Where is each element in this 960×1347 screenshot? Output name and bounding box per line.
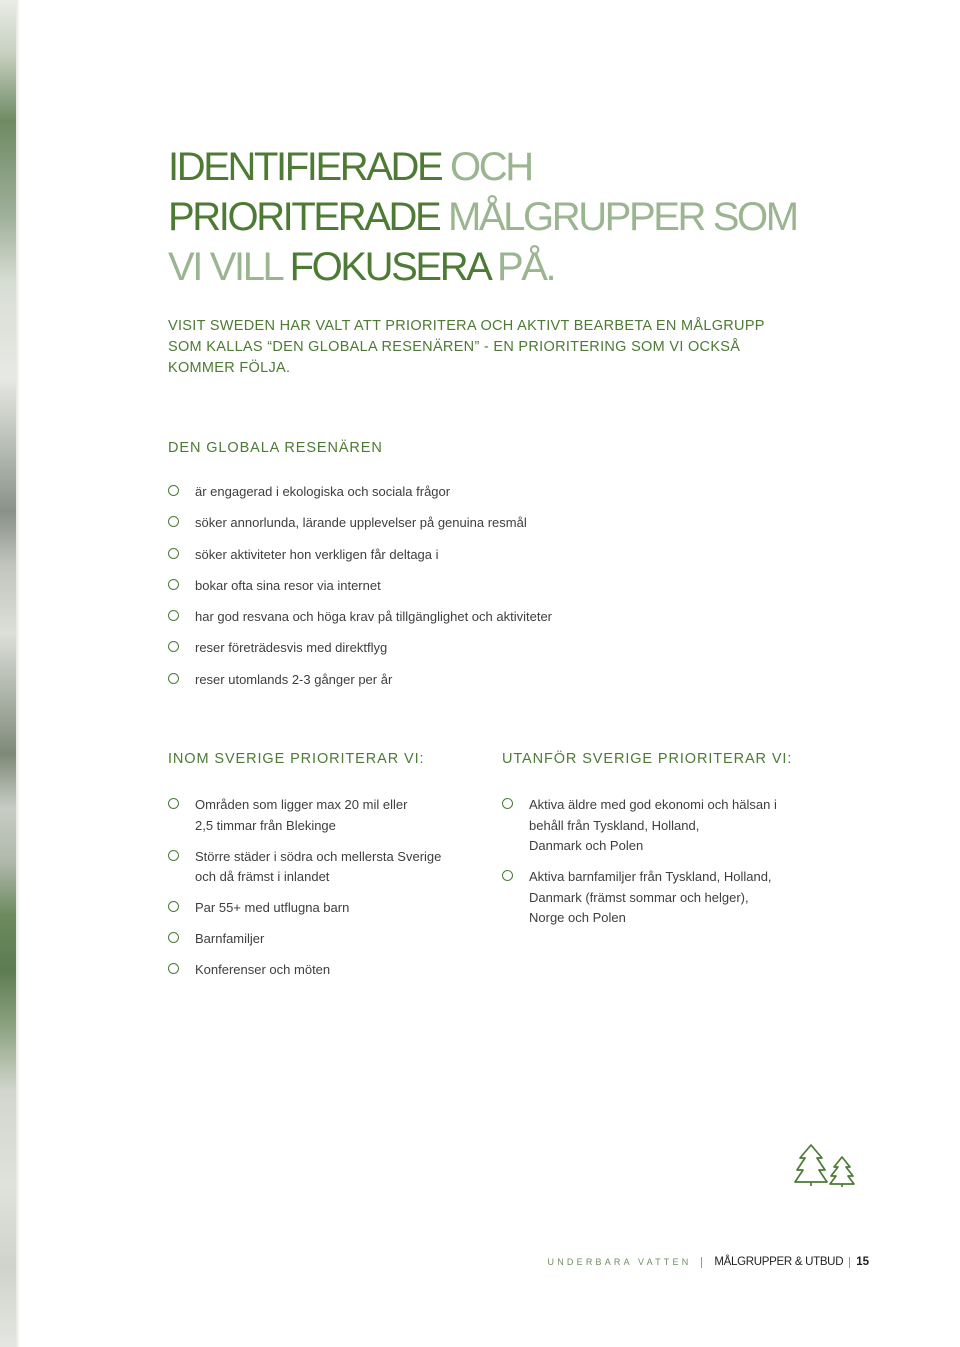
circle-bullet-icon bbox=[502, 798, 513, 809]
footer-divider bbox=[701, 1257, 702, 1268]
list-item-text: Norge och Polen bbox=[529, 910, 626, 925]
list-item bbox=[168, 670, 728, 691]
circle-bullet-icon bbox=[168, 610, 179, 621]
global-traveler-list bbox=[168, 482, 728, 701]
title-word: FOKUSERA bbox=[289, 245, 489, 289]
list-item-text: Aktiva barnfamiljer från Tyskland, Holland, bbox=[529, 869, 772, 884]
circle-bullet-icon bbox=[168, 932, 179, 943]
circle-bullet-icon bbox=[168, 963, 179, 974]
footer-brand: UNDERBARA VATTEN bbox=[547, 1257, 692, 1267]
page-footer bbox=[548, 1256, 869, 1268]
decorative-photo-edge bbox=[0, 0, 16, 1347]
title-word: MÅLGRUPPER SOM bbox=[447, 195, 797, 239]
list-item bbox=[168, 513, 728, 534]
inside-sweden-list bbox=[168, 795, 488, 991]
photo-edge-fade bbox=[16, 0, 20, 1347]
list-item bbox=[168, 795, 488, 836]
list-item-text: Aktiva äldre med god ekonomi och hälsan i bbox=[529, 797, 777, 812]
title-line-2 bbox=[168, 192, 848, 242]
list-item bbox=[168, 898, 488, 919]
circle-bullet-icon bbox=[168, 798, 179, 809]
outside-sweden-list bbox=[502, 795, 822, 939]
outside-sweden-heading: UTANFÖR SVERIGE PRIORITERAR VI: bbox=[502, 751, 793, 767]
list-item-text: reser företrädesvis med direktflyg bbox=[195, 640, 388, 656]
title-word: PRIORITERADE bbox=[168, 195, 448, 239]
list-item-text: söker aktiviteter hon verkligen får deltaga i bbox=[195, 546, 439, 562]
list-item bbox=[502, 867, 822, 929]
circle-bullet-icon bbox=[502, 870, 513, 881]
list-item-text: Danmark (främst sommar och helger), bbox=[529, 889, 749, 905]
list-item-text: Större städer i södra och mellersta Sverige bbox=[195, 848, 442, 864]
title-word: IDENTIFIERADE bbox=[168, 145, 450, 189]
list-item bbox=[168, 576, 728, 597]
footer-section: MÅLGRUPPER & UTBUD bbox=[714, 1256, 844, 1268]
footer-divider bbox=[849, 1257, 850, 1268]
list-item-text: Par 55+ med utflugna barn bbox=[195, 900, 350, 915]
list-item bbox=[168, 847, 488, 888]
list-item-text: Områden som ligger max 20 mil eller bbox=[195, 797, 408, 812]
title-word: VI VILL bbox=[168, 245, 290, 289]
circle-bullet-icon bbox=[168, 516, 179, 527]
list-item bbox=[502, 795, 822, 857]
list-item-text: är engagerad i ekologiska och sociala frågor bbox=[195, 484, 451, 499]
list-item-text: Danmark och Polen bbox=[529, 838, 644, 853]
circle-bullet-icon bbox=[168, 548, 179, 559]
intro-line: VISIT SWEDEN HAR VALT ATT PRIORITERA OCH AKTIVT BEARBETA EN MÅLGRUPP bbox=[168, 318, 765, 334]
title-word: OCH bbox=[450, 145, 532, 189]
title-line-1 bbox=[168, 142, 848, 192]
list-item-text: reser utomlands 2-3 gånger per år bbox=[195, 671, 393, 687]
page-title bbox=[168, 142, 848, 292]
pine-trees-icon bbox=[794, 1143, 856, 1187]
circle-bullet-icon bbox=[168, 579, 179, 590]
circle-bullet-icon bbox=[168, 641, 179, 652]
circle-bullet-icon bbox=[168, 901, 179, 912]
intro-line: SOM KALLAS “DEN GLOBALA RESENÄREN” - EN PRIORITERING SOM VI OCKSÅ bbox=[168, 339, 741, 355]
intro-paragraph bbox=[168, 316, 808, 379]
list-item-text: har god resvana och höga krav på tillgänglighet och aktiviteter bbox=[195, 609, 552, 625]
list-item bbox=[168, 960, 488, 981]
circle-bullet-icon bbox=[168, 673, 179, 684]
page-number: 15 bbox=[856, 1256, 869, 1268]
list-item bbox=[168, 545, 728, 566]
list-item bbox=[168, 929, 488, 950]
title-word: PÅ. bbox=[488, 245, 555, 289]
list-item-text: söker annorlunda, lärande upplevelser på genuina resmål bbox=[195, 515, 527, 531]
list-item bbox=[168, 482, 728, 503]
inside-sweden-heading: INOM SVERIGE PRIORITERAR VI: bbox=[168, 751, 425, 767]
list-item-text: bokar ofta sina resor via internet bbox=[195, 577, 381, 593]
list-item-text: Konferenser och möten bbox=[195, 962, 331, 977]
list-item bbox=[168, 607, 728, 628]
list-item-text: Barnfamiljer bbox=[195, 931, 265, 946]
global-traveler-heading: DEN GLOBALA RESENÄREN bbox=[168, 440, 383, 456]
intro-line: KOMMER FÖLJA. bbox=[168, 360, 291, 376]
list-item-text: behåll från Tyskland, Holland, bbox=[529, 817, 700, 833]
list-item-text: 2,5 timmar från Blekinge bbox=[195, 817, 336, 833]
circle-bullet-icon bbox=[168, 850, 179, 861]
title-line-3 bbox=[168, 242, 848, 292]
list-item-text: och då främst i inlandet bbox=[195, 869, 330, 884]
circle-bullet-icon bbox=[168, 485, 179, 496]
list-item bbox=[168, 638, 728, 659]
